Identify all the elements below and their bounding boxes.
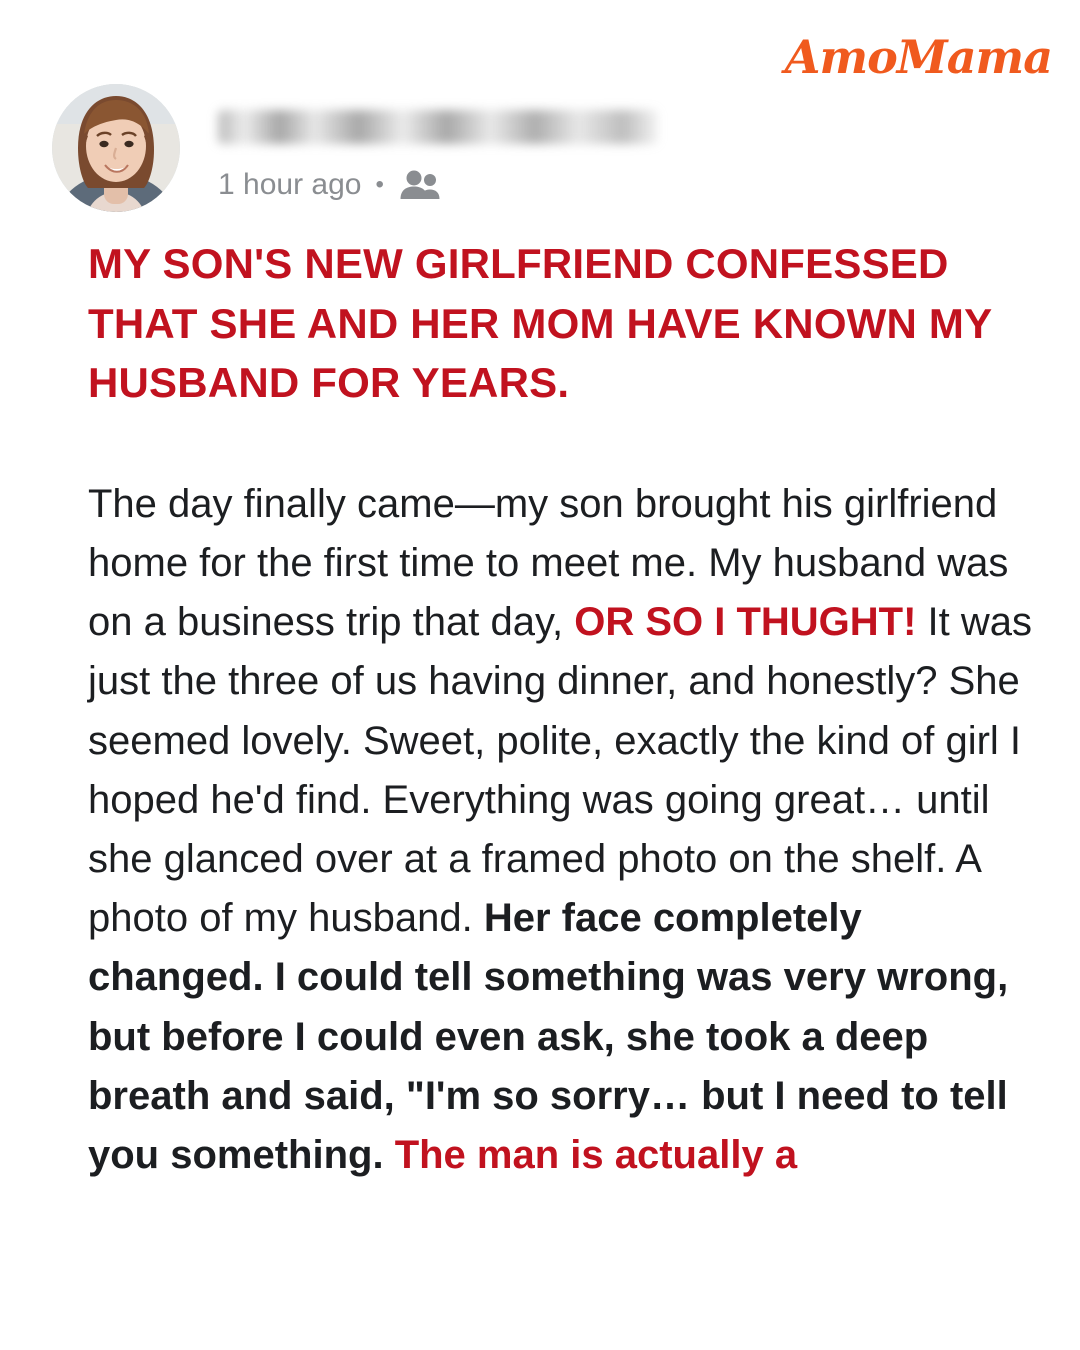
post-meta (218, 168, 658, 202)
post-timestamp[interactable]: 1 hour ago (218, 168, 362, 201)
post-text-bold-1: Her face completely changed. I could tell something was very wrong, but before I could even ask, she took a deep breath and said, "I'm so sorry… but I need to tell you something. (88, 896, 1009, 1177)
social-post (0, 84, 1080, 1185)
post-text (88, 413, 1036, 1185)
post-body (0, 234, 1080, 1185)
author-name[interactable] (218, 110, 658, 144)
user-avatar-photo (52, 84, 180, 212)
post-header (0, 84, 1080, 212)
post-text-accent-1: OR SO I THUGHT! (574, 600, 917, 645)
avatar[interactable] (52, 84, 180, 212)
post-author-block (180, 84, 658, 202)
post-text-part-2: It was just the three of us having dinner, and honestly? She seemed lovely. Sweet, polite, exactly the kind of girl I hoped he'd find. Everything was going great… until she glanced over at a framed photo on the shelf. A photo of my husband. (88, 600, 1033, 941)
post-text-part-1: The day finally came—my son brought his girlfriend home for the first time to meet me. My husband was on a business trip that day, (88, 481, 1009, 645)
site-logo[interactable]: AmoMama (784, 30, 1052, 84)
friends-icon[interactable] (398, 169, 442, 201)
post-headline: MY SON'S NEW GIRLFRIEND CONFESSED THAT SHE AND HER MOM HAVE KNOWN MY HUSBAND FOR YEARS. (88, 240, 992, 407)
meta-separator: • (375, 171, 384, 198)
post-text-accent-2: The man is actually a (394, 1132, 798, 1177)
